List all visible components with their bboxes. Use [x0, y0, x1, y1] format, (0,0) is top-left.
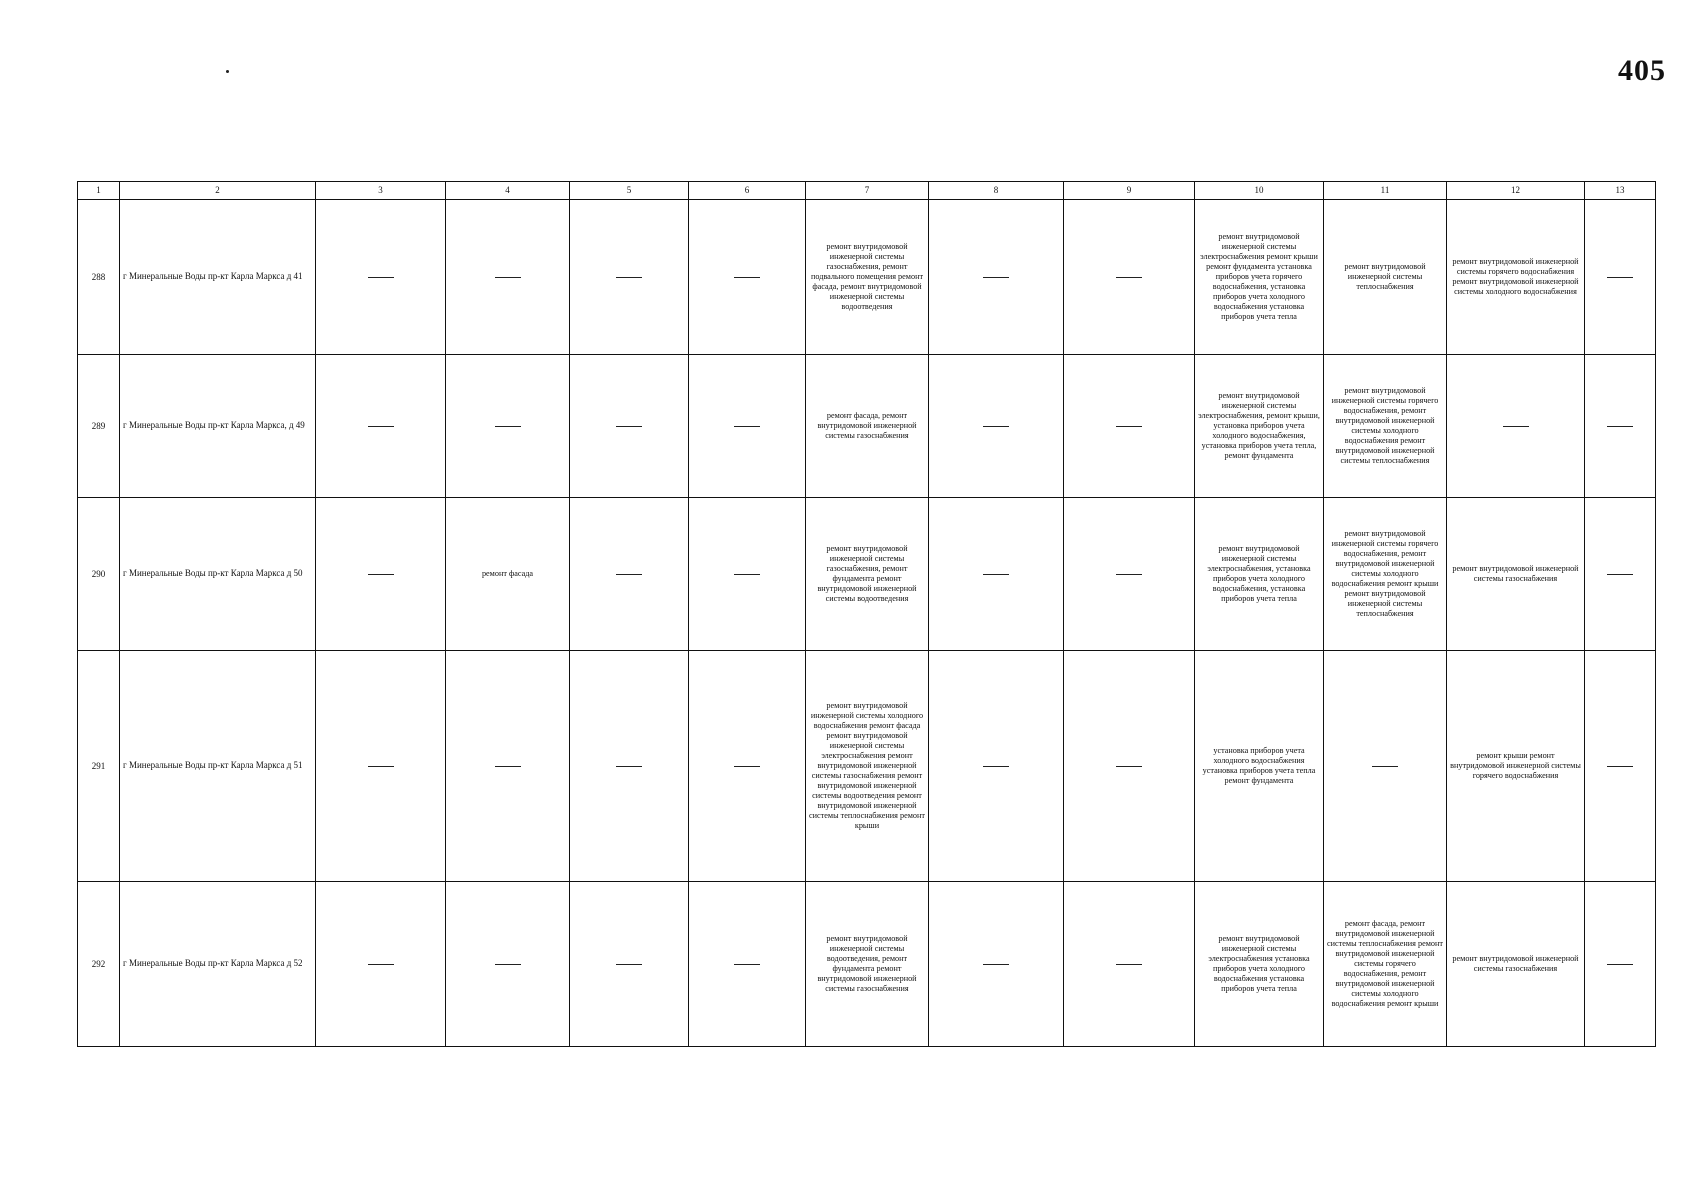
- empty-cell-c6: [689, 200, 806, 355]
- column-header: 5: [570, 182, 689, 200]
- column-header: 8: [929, 182, 1064, 200]
- empty-cell-c13: [1585, 882, 1656, 1047]
- column-header: 12: [1447, 182, 1585, 200]
- dash-mark: [1116, 574, 1142, 575]
- page-number: 405: [1618, 54, 1666, 87]
- address-cell: г Минеральные Воды пр-кт Карла Маркса д 51: [120, 651, 316, 882]
- dash-mark: [495, 766, 521, 767]
- empty-cell-c6: [689, 882, 806, 1047]
- dash-mark: [616, 766, 642, 767]
- dash-mark: [1116, 964, 1142, 965]
- empty-cell-c9: [1064, 651, 1195, 882]
- dash-mark: [368, 426, 394, 427]
- table-row: [78, 651, 1656, 882]
- work-cell-c11: ремонт внутридомовой инженерной системы горячего водоснабжения, ремонт внутридомовой инженерной системы холодного водоснабжения ремонт крыши ремонт внутридомовой инженерной системы теплоснабжения: [1324, 498, 1447, 651]
- empty-cell-c5: [570, 200, 689, 355]
- empty-cell-c11: [1324, 651, 1447, 882]
- dash-mark: [616, 426, 642, 427]
- work-cell-c10: ремонт внутридомовой инженерной системы электроснабжения ремонт крыши ремонт фундамента установка приборов учета горячего водоснабжения, установка приборов учета холодного водоснабжения установка приборов учета тепла: [1195, 200, 1324, 355]
- empty-cell-c6: [689, 498, 806, 651]
- empty-cell-c9: [1064, 355, 1195, 498]
- dash-mark: [495, 277, 521, 278]
- table-row: [78, 882, 1656, 1047]
- dash-mark: [1372, 766, 1398, 767]
- empty-cell-c12: [1447, 355, 1585, 498]
- dash-mark: [616, 964, 642, 965]
- work-cell-c7: ремонт фасада, ремонт внутридомовой инженерной системы газоснабжения: [806, 355, 929, 498]
- empty-cell-c4: [446, 200, 570, 355]
- row-number: 292: [78, 882, 120, 1047]
- dash-mark: [1607, 426, 1633, 427]
- work-cell-c4: ремонт фасада: [446, 498, 570, 651]
- empty-cell-c9: [1064, 498, 1195, 651]
- dash-mark: [983, 426, 1009, 427]
- address-cell: г Минеральные Воды пр-кт Карла Маркса д 41: [120, 200, 316, 355]
- dash-mark: [368, 766, 394, 767]
- empty-cell-c5: [570, 651, 689, 882]
- work-cell-c11: ремонт внутридомовой инженерной системы теплоснабжения: [1324, 200, 1447, 355]
- column-header: 11: [1324, 182, 1447, 200]
- empty-cell-c5: [570, 355, 689, 498]
- column-header: 7: [806, 182, 929, 200]
- dash-mark: [1503, 426, 1529, 427]
- dash-mark: [1607, 277, 1633, 278]
- empty-cell-c6: [689, 651, 806, 882]
- work-cell-c10: ремонт внутридомовой инженерной системы электроснабжения, ремонт крыши, установка приборов учета холодного водоснабжения, установка приборов учета тепла, ремонт фундамента: [1195, 355, 1324, 498]
- work-cell-c10: ремонт внутридомовой инженерной системы электроснабжения, установка приборов учета холодного водоснабжения, установка приборов учета тепла: [1195, 498, 1324, 651]
- empty-cell-c3: [316, 882, 446, 1047]
- work-cell-c11: ремонт внутридомовой инженерной системы горячего водоснабжения, ремонт внутридомовой инженерной системы холодного водоснабжения ремонт внутридомовой инженерной системы теплоснабжения: [1324, 355, 1447, 498]
- address-cell: г Минеральные Воды пр-кт Карла Маркса д 52: [120, 882, 316, 1047]
- empty-cell-c3: [316, 200, 446, 355]
- dash-mark: [983, 766, 1009, 767]
- work-cell-c12: ремонт крыши ремонт внутридомовой инженерной системы горячего водоснабжения: [1447, 651, 1585, 882]
- dash-mark: [616, 277, 642, 278]
- dash-mark: [495, 964, 521, 965]
- row-number: 289: [78, 355, 120, 498]
- scan-speck: [226, 70, 229, 73]
- empty-cell-c4: [446, 882, 570, 1047]
- column-header: 10: [1195, 182, 1324, 200]
- dash-mark: [983, 574, 1009, 575]
- empty-cell-c8: [929, 651, 1064, 882]
- row-number: 288: [78, 200, 120, 355]
- row-number: 290: [78, 498, 120, 651]
- empty-cell-c9: [1064, 200, 1195, 355]
- dash-mark: [1116, 766, 1142, 767]
- dash-mark: [734, 766, 760, 767]
- empty-cell-c9: [1064, 882, 1195, 1047]
- column-header: 13: [1585, 182, 1656, 200]
- dash-mark: [734, 964, 760, 965]
- table-row: [78, 498, 1656, 651]
- empty-cell-c13: [1585, 651, 1656, 882]
- empty-cell-c13: [1585, 498, 1656, 651]
- dash-mark: [495, 426, 521, 427]
- column-header: 9: [1064, 182, 1195, 200]
- empty-cell-c4: [446, 355, 570, 498]
- work-cell-c7: ремонт внутридомовой инженерной системы холодного водоснабжения ремонт фасада ремонт внутридомовой инженерной системы электроснабжения ремонт внутридомовой инженерной системы газоснабжения ремонт внутридомовой инженерной системы водоотведения ремонт внутридомовой инженерной системы теплоснабжения ремонт крыши: [806, 651, 929, 882]
- empty-cell-c3: [316, 355, 446, 498]
- dash-mark: [1116, 277, 1142, 278]
- dash-mark: [1607, 766, 1633, 767]
- column-header: 1: [78, 182, 120, 200]
- work-cell-c7: ремонт внутридомовой инженерной системы водоотведения, ремонт фундамента ремонт внутридомовой инженерной системы газоснабжения: [806, 882, 929, 1047]
- dash-mark: [983, 964, 1009, 965]
- empty-cell-c5: [570, 882, 689, 1047]
- empty-cell-c4: [446, 651, 570, 882]
- column-header: 3: [316, 182, 446, 200]
- dash-mark: [734, 426, 760, 427]
- work-cell-c10: установка приборов учета холодного водоснабжения установка приборов учета тепла ремонт фундамента: [1195, 651, 1324, 882]
- empty-cell-c13: [1585, 200, 1656, 355]
- table-row: [78, 355, 1656, 498]
- empty-cell-c6: [689, 355, 806, 498]
- work-cell-c10: ремонт внутридомовой инженерной системы электроснабжения установка приборов учета холодного водоснабжения установка приборов учета тепла: [1195, 882, 1324, 1047]
- work-cell-c7: ремонт внутридомовой инженерной системы газоснабжения, ремонт фундамента ремонт внутридомовой инженерной системы водоотведения: [806, 498, 929, 651]
- dash-mark: [1116, 426, 1142, 427]
- empty-cell-c3: [316, 498, 446, 651]
- work-cell-c11: ремонт фасада, ремонт внутридомовой инженерной системы теплоснабжения ремонт внутридомовой инженерной системы горячего водоснабжения, ремонт внутридомовой инженерной системы холодного водоснабжения ремонт крыши: [1324, 882, 1447, 1047]
- dash-mark: [368, 964, 394, 965]
- table-row: [78, 200, 1656, 355]
- column-header: 6: [689, 182, 806, 200]
- dash-mark: [1607, 964, 1633, 965]
- address-cell: г Минеральные Воды пр-кт Карла Маркса, д 49: [120, 355, 316, 498]
- column-number-row: [78, 182, 1656, 200]
- column-header: 2: [120, 182, 316, 200]
- empty-cell-c3: [316, 651, 446, 882]
- dash-mark: [734, 574, 760, 575]
- work-cell-c12: ремонт внутридомовой инженерной системы горячего водоснабжения ремонт внутридомовой инженерной системы холодного водоснабжения: [1447, 200, 1585, 355]
- empty-cell-c8: [929, 200, 1064, 355]
- work-cell-c7: ремонт внутридомовой инженерной системы газоснабжения, ремонт подвального помещения ремонт фасада, ремонт внутридомовой инженерной системы водоотведения: [806, 200, 929, 355]
- work-cell-c12: ремонт внутридомовой инженерной системы газоснабжения: [1447, 882, 1585, 1047]
- dash-mark: [1607, 574, 1633, 575]
- dash-mark: [616, 574, 642, 575]
- empty-cell-c5: [570, 498, 689, 651]
- dash-mark: [983, 277, 1009, 278]
- empty-cell-c8: [929, 882, 1064, 1047]
- empty-cell-c13: [1585, 355, 1656, 498]
- work-cell-c12: ремонт внутридомовой инженерной системы газоснабжения: [1447, 498, 1585, 651]
- column-header: 4: [446, 182, 570, 200]
- empty-cell-c8: [929, 498, 1064, 651]
- dash-mark: [368, 574, 394, 575]
- repair-schedule-table: [77, 181, 1656, 1047]
- row-number: 291: [78, 651, 120, 882]
- empty-cell-c8: [929, 355, 1064, 498]
- address-cell: г Минеральные Воды пр-кт Карла Маркса д 50: [120, 498, 316, 651]
- dash-mark: [734, 277, 760, 278]
- dash-mark: [368, 277, 394, 278]
